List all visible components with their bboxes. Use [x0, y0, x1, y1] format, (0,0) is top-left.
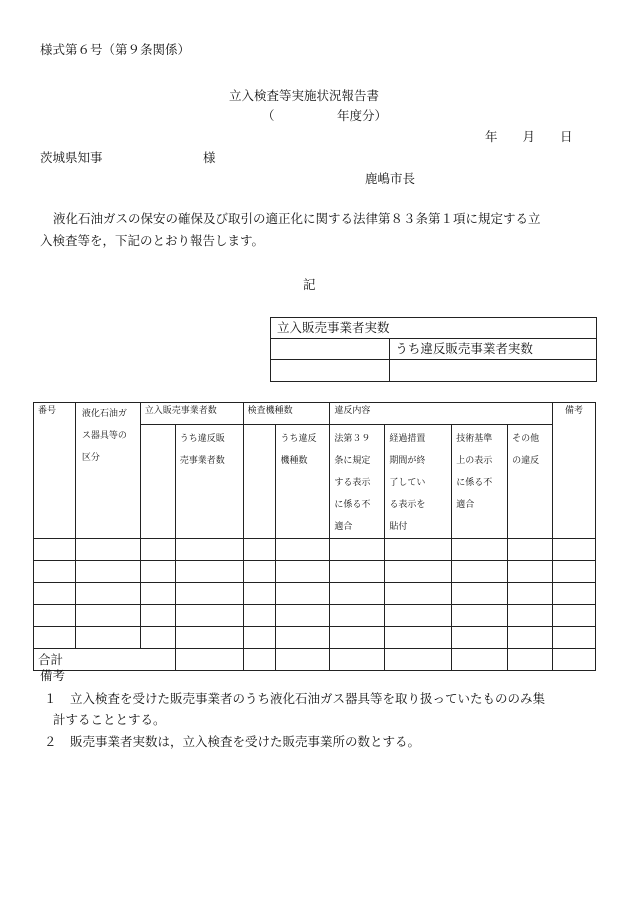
table-cell[interactable] — [508, 539, 553, 561]
count-header-violation: うち違反販売事業者実数 — [390, 339, 597, 360]
table-cell[interactable] — [243, 561, 276, 583]
table-cell[interactable] — [140, 583, 175, 605]
form-number: 様式第６号（第９条関係） — [40, 42, 191, 57]
total-row — [34, 649, 596, 671]
table-cell[interactable] — [553, 649, 596, 671]
header-models: 検査機種数 — [243, 403, 330, 425]
table-cell[interactable] — [330, 649, 385, 671]
table-cell[interactable] — [385, 561, 452, 583]
body-text-line-2: 入検査等を，下記のとおり報告します。 — [40, 233, 265, 248]
body-text-line-1: 液化石油ガスの保安の確保及び取引の適正化に関する法律第８３条第１項に規定する立 — [53, 211, 541, 226]
table-cell[interactable] — [140, 605, 175, 627]
table-cell[interactable] — [330, 561, 385, 583]
table-row — [34, 561, 596, 583]
header-violation-transition: 経過措置 期間が終 了してい る表示を 貼付 — [385, 425, 452, 539]
table-cell[interactable] — [34, 539, 76, 561]
table-cell[interactable] — [175, 539, 243, 561]
table-cell[interactable] — [385, 583, 452, 605]
table-cell[interactable] — [75, 539, 140, 561]
count-value-violation[interactable] — [390, 360, 597, 382]
table-cell[interactable] — [553, 539, 596, 561]
count-header-total: 立入販売事業者実数 — [271, 318, 597, 339]
header-violation-other: その他 の違反 — [508, 425, 553, 539]
table-cell[interactable] — [175, 561, 243, 583]
table-cell[interactable] — [452, 539, 508, 561]
header-inspected-violation: うち違反販 売事業者数 — [175, 425, 243, 539]
table-cell[interactable] — [452, 649, 508, 671]
table-cell[interactable] — [452, 561, 508, 583]
table-cell[interactable] — [276, 605, 330, 627]
table-cell[interactable] — [175, 605, 243, 627]
table-cell[interactable] — [508, 583, 553, 605]
header-number: 番号 — [34, 403, 76, 539]
honorific: 様 — [203, 150, 216, 165]
table-cell[interactable] — [508, 627, 553, 649]
table-cell[interactable] — [34, 627, 76, 649]
header-violation-law39: 法第３９ 条に規定 する表示 に係る不 適合 — [330, 425, 385, 539]
table-cell[interactable] — [385, 605, 452, 627]
table-row — [34, 605, 596, 627]
addressee: 茨城県知事 — [40, 150, 103, 165]
table-cell[interactable] — [385, 649, 452, 671]
notes-heading: 備考 — [40, 668, 66, 683]
note-2-number: ２ — [44, 734, 57, 749]
table-cell[interactable] — [175, 627, 243, 649]
header-models-violation: うち違反 機種数 — [276, 425, 330, 539]
table-cell[interactable] — [75, 627, 140, 649]
table-cell[interactable] — [175, 583, 243, 605]
table-cell[interactable] — [75, 561, 140, 583]
table-cell[interactable] — [243, 649, 276, 671]
table-cell[interactable] — [243, 627, 276, 649]
table-cell[interactable] — [75, 583, 140, 605]
table-cell[interactable] — [276, 649, 330, 671]
table-cell[interactable] — [34, 561, 76, 583]
date-line: 年 月 日 — [485, 129, 573, 144]
header-inspected-blank — [140, 425, 175, 539]
table-cell[interactable] — [276, 583, 330, 605]
table-cell[interactable] — [553, 583, 596, 605]
count-table — [270, 317, 597, 382]
table-cell[interactable] — [243, 583, 276, 605]
table-cell[interactable] — [330, 583, 385, 605]
table-cell[interactable] — [243, 539, 276, 561]
table-cell[interactable] — [553, 627, 596, 649]
total-label: 合計 — [34, 649, 176, 671]
table-cell[interactable] — [276, 627, 330, 649]
table-cell[interactable] — [553, 561, 596, 583]
table-cell[interactable] — [452, 605, 508, 627]
note-2-text: 販売事業者実数は，立入検査を受けた販売事業所の数とする。 — [70, 734, 421, 749]
note-1-line-1: 立入検査を受けた販売事業者のうち液化石油ガス器具等を取り扱っていたもののみ集 — [70, 691, 546, 706]
ki-heading: 記 — [303, 277, 316, 292]
table-cell[interactable] — [508, 605, 553, 627]
note-1-number: １ — [44, 691, 57, 706]
table-cell[interactable] — [75, 605, 140, 627]
table-row — [34, 583, 596, 605]
table-cell[interactable] — [140, 561, 175, 583]
table-cell[interactable] — [553, 605, 596, 627]
header-violation: 違反内容 — [330, 403, 553, 425]
table-cell[interactable] — [34, 605, 76, 627]
table-row — [34, 627, 596, 649]
table-cell[interactable] — [330, 627, 385, 649]
count-blank-cell — [271, 339, 390, 360]
count-value-total[interactable] — [271, 360, 390, 382]
table-cell[interactable] — [276, 539, 330, 561]
table-cell[interactable] — [385, 539, 452, 561]
table-cell[interactable] — [508, 561, 553, 583]
table-cell[interactable] — [330, 539, 385, 561]
document-title: 立入検査等実施状況報告書 — [229, 88, 380, 103]
table-cell[interactable] — [452, 627, 508, 649]
table-cell[interactable] — [385, 627, 452, 649]
header-remarks: 備考 — [553, 403, 596, 539]
table-cell[interactable] — [140, 627, 175, 649]
table-row — [34, 539, 596, 561]
table-cell[interactable] — [140, 539, 175, 561]
table-cell[interactable] — [243, 605, 276, 627]
table-cell[interactable] — [330, 605, 385, 627]
table-cell[interactable] — [508, 649, 553, 671]
note-1-line-2: 計することとする。 — [53, 712, 166, 727]
table-cell[interactable] — [34, 583, 76, 605]
table-cell[interactable] — [175, 649, 243, 671]
table-cell[interactable] — [276, 561, 330, 583]
header-models-blank — [243, 425, 276, 539]
header-violation-technical: 技術基準 上の表示 に係る不 適合 — [452, 425, 508, 539]
sender: 鹿嶋市長 — [365, 171, 416, 186]
fiscal-year: （ 年度分） — [262, 108, 388, 123]
inspection-table — [33, 402, 596, 671]
table-cell[interactable] — [452, 583, 508, 605]
header-category: 液化石油ガ ス器具等の 区分 — [75, 403, 140, 539]
header-inspected: 立入販売事業者数 — [140, 403, 243, 425]
